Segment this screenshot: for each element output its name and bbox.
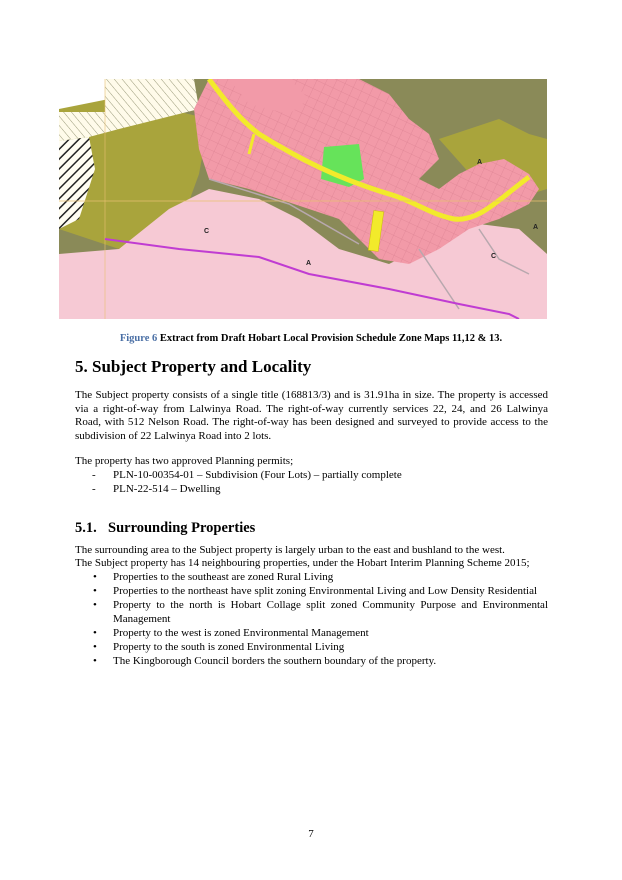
subsection-heading [75, 520, 255, 537]
list-item: • Property to the west is zoned Environmental Management [93, 627, 548, 641]
zone-label: C [491, 253, 497, 260]
zone-label: A [477, 159, 483, 166]
list-item: • Properties to the northeast have split zoning Environmental Living and Low Density Residential [93, 585, 548, 599]
list-item: • Property to the north is Hobart Collage split zoned Community Purpose and Environmental Management [93, 599, 548, 626]
list-item: • Properties to the southeast are zoned Rural Living [93, 571, 548, 585]
subsection-title: Surrounding Properties [108, 520, 256, 536]
permits-intro: The property has two approved Planning permits; [75, 455, 294, 467]
zoning-map [59, 79, 547, 319]
list-item: - PLN-22-514 – Dwelling [92, 482, 402, 496]
figure-caption-text: Extract from Draft Hobart Local Provision Schedule Zone Maps 11,12 & 13. [157, 333, 503, 344]
zone-label: A [533, 224, 539, 231]
subsection-number: 5.1. [75, 520, 97, 536]
figure-caption [0, 333, 622, 344]
list-item: • Property to the south is zoned Environmental Living [93, 641, 548, 655]
zone-open-space [321, 144, 364, 187]
list-item: - PLN-10-00354-01 – Subdivision (Four Lots) – partially complete [92, 468, 402, 482]
figure-number: Figure 6 [119, 333, 158, 344]
section-heading: 5. Subject Property and Locality [75, 357, 312, 376]
permit-list [92, 468, 402, 496]
property-description: The Subject property consists of a single title (168813/3) and is 31.91ha in size. The property is accessed via a right-of-way from Lalwinya Road. The right-of-way currently services 22, 24, and 26 Lalwinya Road, with 512 Nelson Road. The right-of-way has been designed and surveyed to provide access to the subdivision of 22 Lalwinya Road into 2 lots. [75, 389, 548, 442]
page-number: 7 [308, 828, 314, 840]
surrounding-intro: The surrounding area to the Subject property is largely urban to the east and bushland to the west. [75, 544, 505, 556]
zone-label: A [306, 260, 312, 267]
zoning-map-graphic [59, 79, 547, 319]
zone-label: C [204, 228, 210, 235]
neighbour-list [93, 571, 548, 669]
list-item: • The Kingborough Council borders the southern boundary of the property. [93, 655, 548, 669]
neighbours-intro: The Subject property has 14 neighbouring properties, under the Hobart Interim Planning Scheme 2015; [75, 557, 530, 569]
